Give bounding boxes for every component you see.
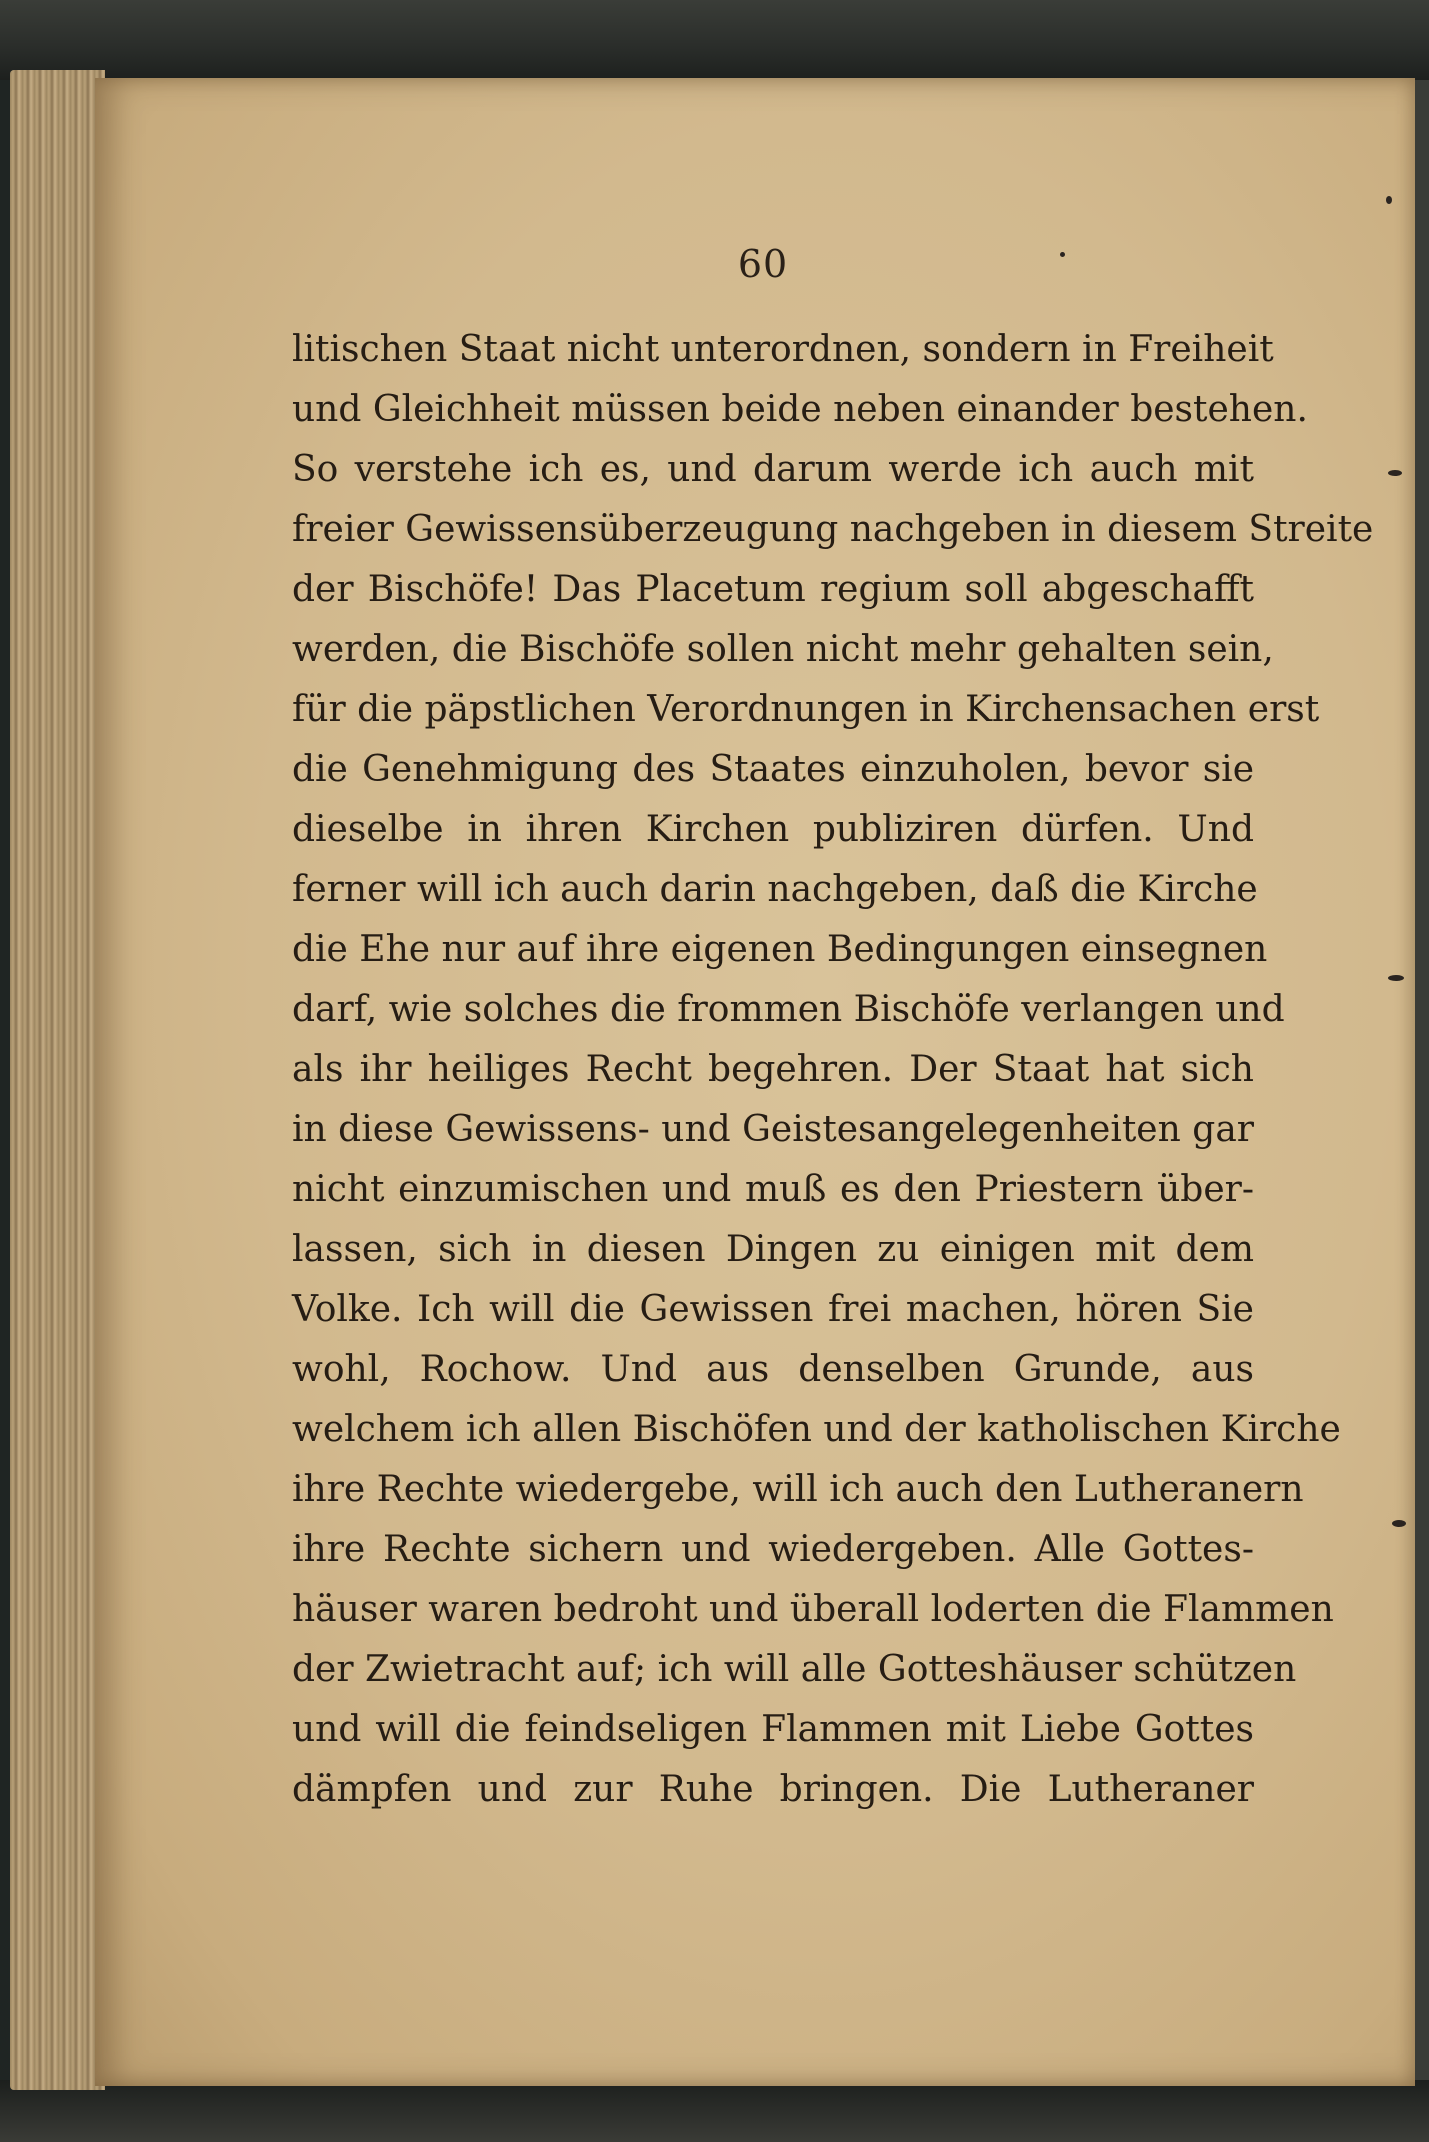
text-line: der Bischöfe! Das Placetum regium soll abgeschafft — [292, 569, 1254, 610]
paper-speck — [1060, 252, 1065, 257]
text-line: und Gleichheit müssen beide neben einander bestehen. — [292, 389, 1308, 430]
text-line: der Zwietracht auf; ich will alle Gotteshäuser schützen — [292, 1649, 1297, 1690]
text-line: nicht einzumischen und muß es den Priestern über- — [292, 1169, 1254, 1210]
bottom-book-cover-edge — [0, 2080, 1429, 2142]
body-text — [292, 320, 1374, 1820]
text-line: die Ehe nur auf ihre eigenen Bedingungen einsegnen — [292, 929, 1268, 970]
paper-speck — [1392, 1520, 1406, 1527]
top-book-cover-edge — [0, 0, 1429, 80]
paper-speck — [1388, 470, 1402, 476]
text-line: häuser waren bedroht und überall loderten die Flammen — [292, 1589, 1334, 1630]
text-line: ihre Rechte wiedergebe, will ich auch den Lutheranern — [292, 1469, 1304, 1510]
text-line: ihre Rechte sichern und wiedergeben. Alle Gottes- — [292, 1529, 1254, 1570]
text-line: wohl, Rochow. Und aus denselben Grunde, aus — [292, 1349, 1254, 1390]
page-edges-stack — [10, 70, 105, 2090]
text-line: in diese Gewissens- und Geistesangelegenheiten gar — [292, 1109, 1254, 1150]
text-line: darf, wie solches die frommen Bischöfe verlangen und — [292, 989, 1285, 1030]
text-line: dieselbe in ihren Kirchen publiziren dürfen. Und — [292, 809, 1254, 850]
page-number: 60 — [737, 242, 789, 286]
text-line: Volke. Ich will die Gewissen frei machen, hören Sie — [292, 1289, 1254, 1330]
text-line: als ihr heiliges Recht begehren. Der Staat hat sich — [292, 1049, 1254, 1090]
text-line: litischen Staat nicht unterordnen, sondern in Freiheit — [292, 329, 1274, 370]
text-line: ferner will ich auch darin nachgeben, daß die Kirche — [292, 869, 1258, 910]
text-line: die Genehmigung des Staates einzuholen, bevor sie — [292, 749, 1254, 790]
text-line: lassen, sich in diesen Dingen zu einigen mit dem — [292, 1229, 1254, 1270]
text-line: welchem ich allen Bischöfen und der katholischen Kirche — [292, 1409, 1341, 1450]
paper-speck — [1386, 196, 1392, 204]
text-line: für die päpstlichen Verordnungen in Kirchensachen erst — [292, 689, 1320, 730]
text-line: dämpfen und zur Ruhe bringen. Die Lutheraner — [292, 1769, 1254, 1810]
text-line: So verstehe ich es, und darum werde ich auch mit — [292, 449, 1254, 490]
paper-speck — [1388, 975, 1404, 981]
text-line: werden, die Bischöfe sollen nicht mehr gehalten sein, — [292, 629, 1274, 670]
text-line: und will die feindseligen Flammen mit Liebe Gottes — [292, 1709, 1254, 1750]
text-line: freier Gewissensüberzeugung nachgeben in diesem Streite — [292, 509, 1374, 550]
